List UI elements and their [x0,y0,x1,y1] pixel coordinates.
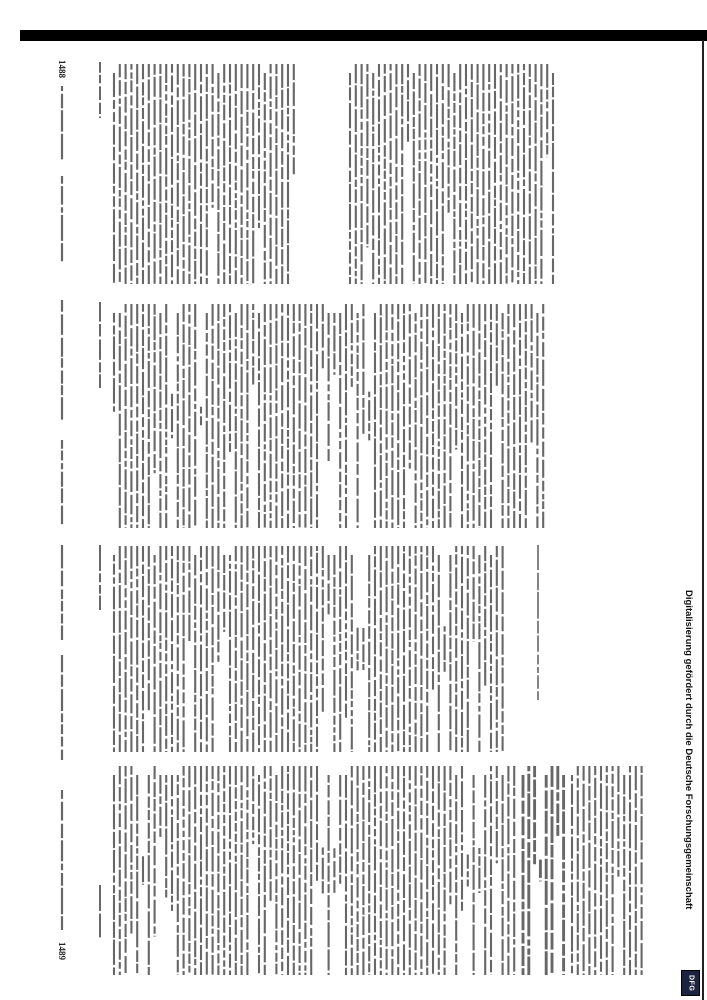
dfg-logo-text: DFG [687,974,695,992]
dfg-logo-icon [681,970,700,996]
page-number-top: 1488 [57,60,67,78]
digitization-credit-banner: Digitalisierung gefördert durch die Deutsche Forschungsgemeinschaft [683,590,694,910]
page-number-bottom: 1489 [57,942,67,960]
